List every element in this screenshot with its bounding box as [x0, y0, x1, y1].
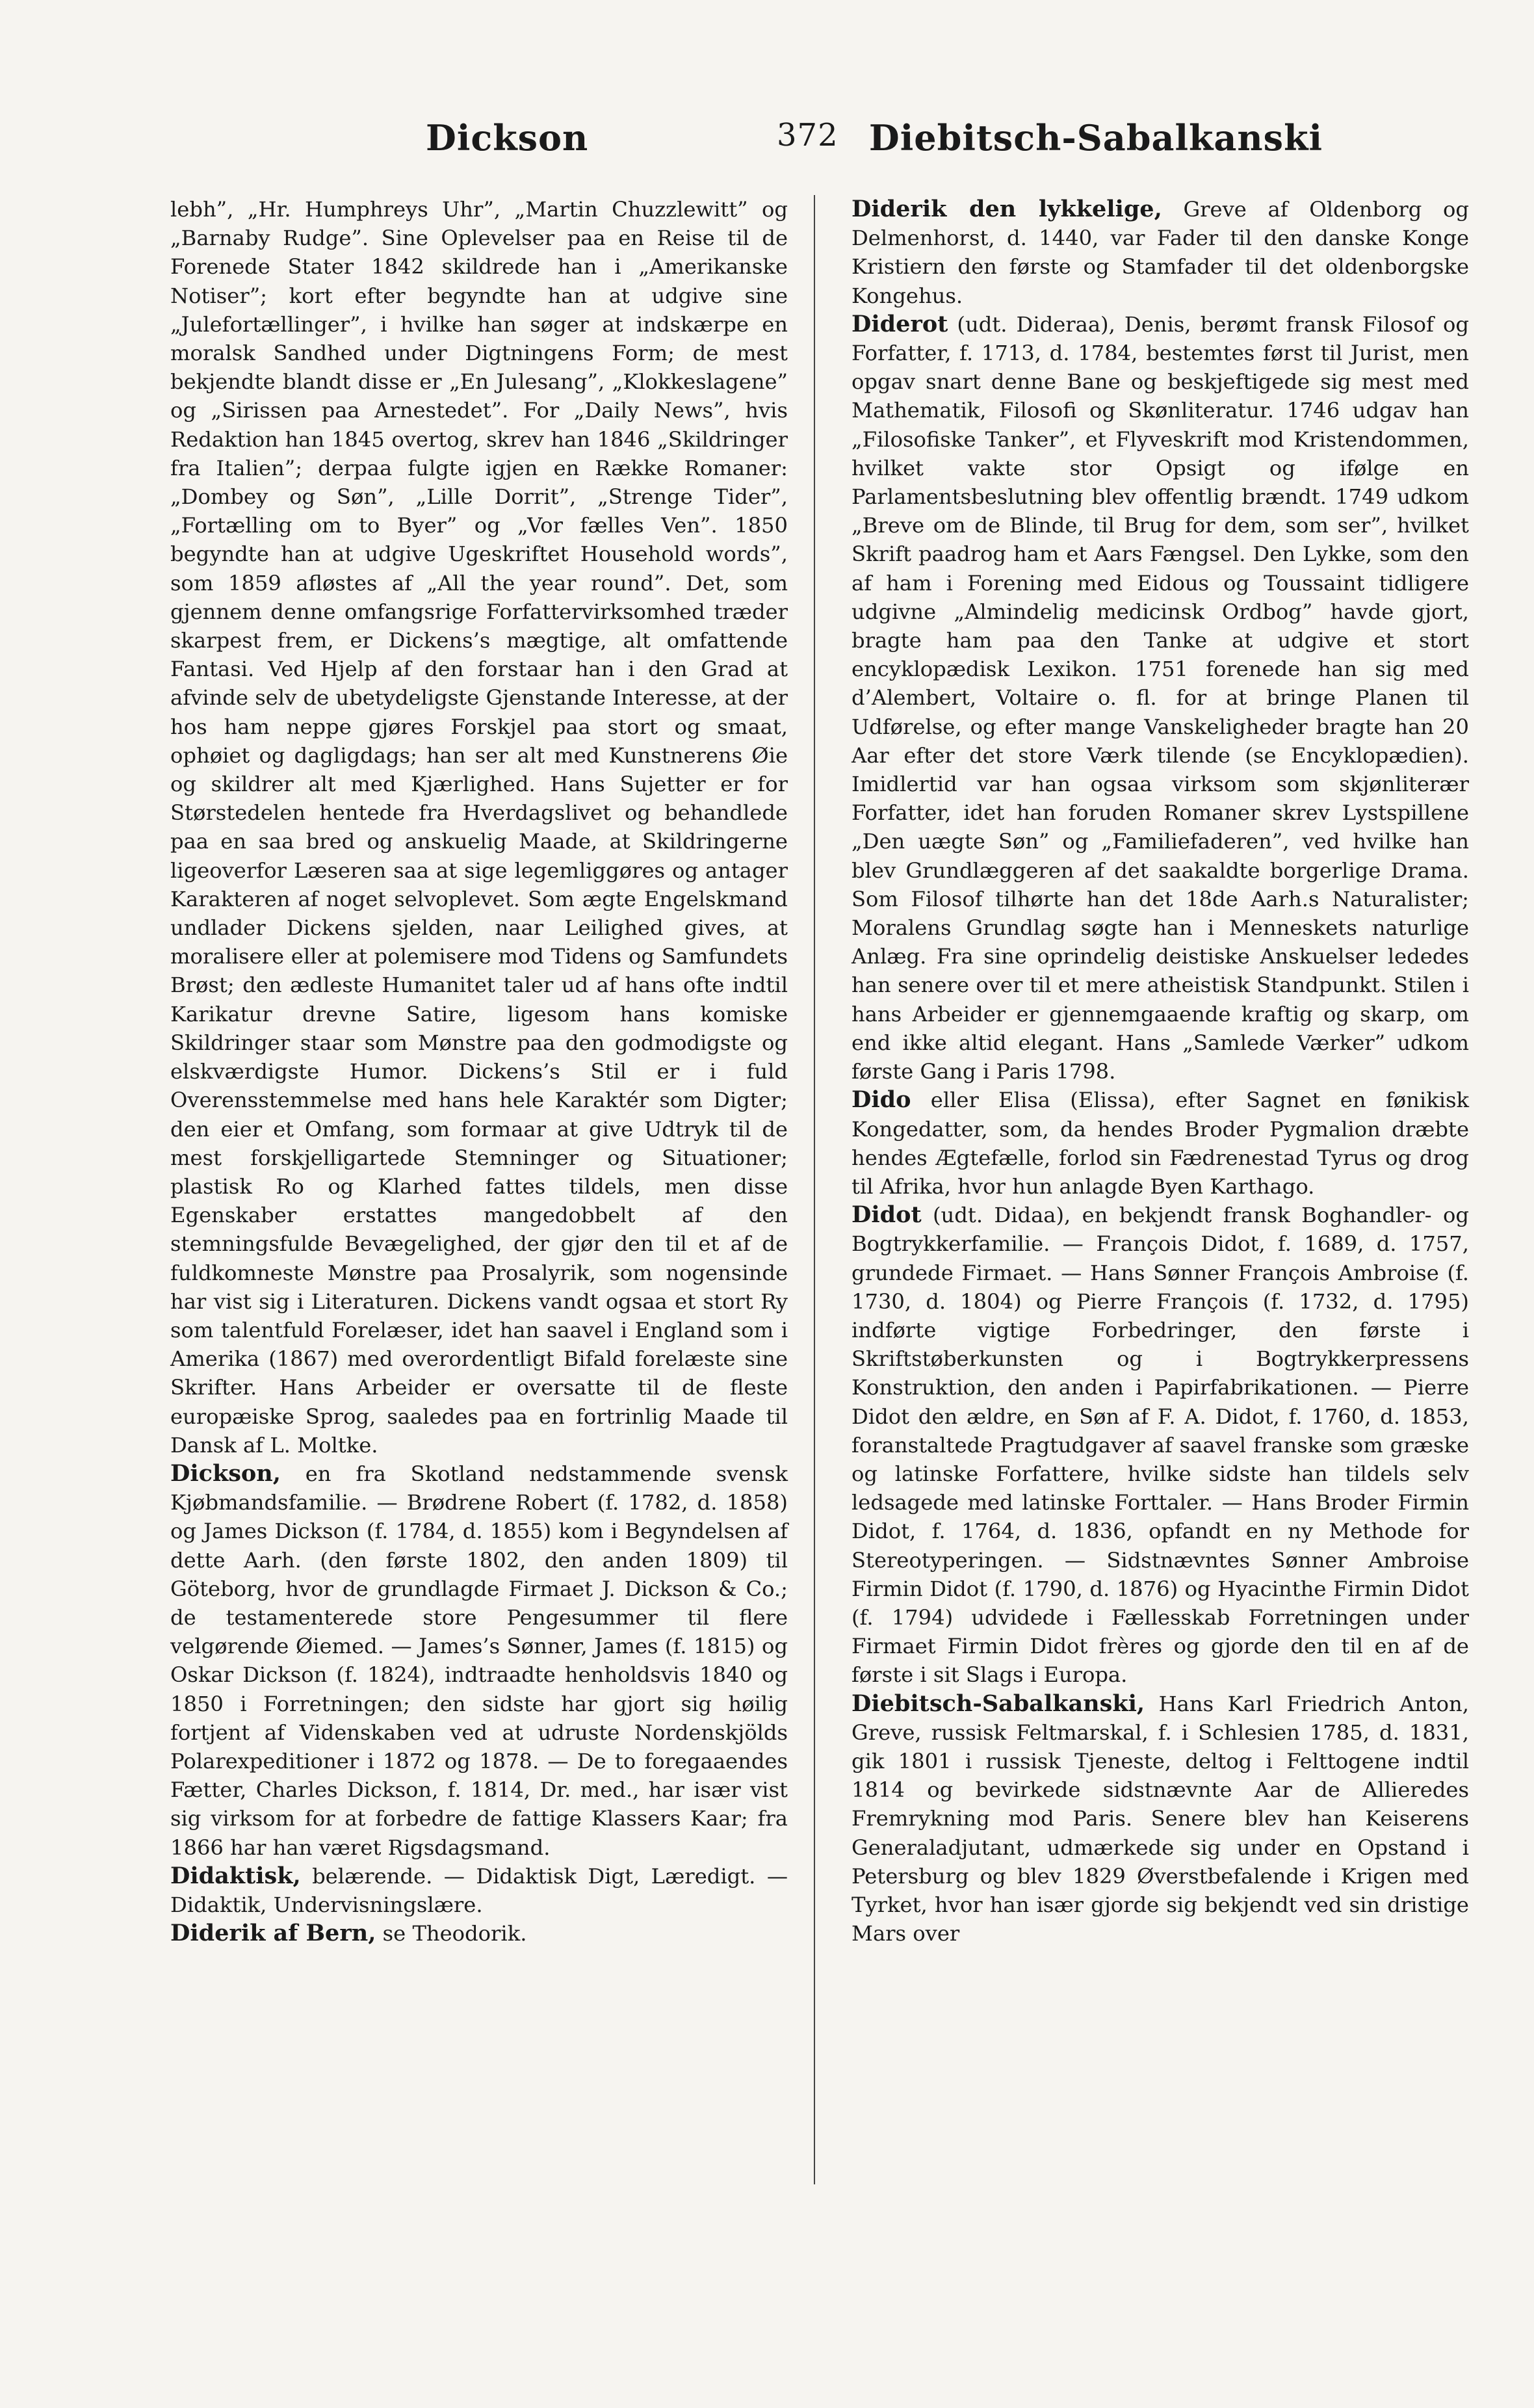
didot-headword: Didot [852, 1201, 922, 1229]
dickson-headword: Dickson, [170, 1459, 281, 1487]
dido-text: eller Elisa (Elissa), efter Sagnet en fønikisk Kongedatter, som, da hendes Broder Pygmalion dræbte hendes Ægtefælle, forlod sin Fædrenestad Tyrus og drog til Afrika, hvor hun anlagde Byen Karthago. [852, 1088, 1470, 1199]
didaktisk-text: belærende. — Didaktisk Digt, Læredigt. — Didaktik, Undervisningslære. [170, 1863, 788, 1917]
diderik-headword: Diderik den lykkelige, [852, 196, 1162, 222]
right-column [852, 195, 1469, 1948]
dickson-entry [170, 1459, 788, 1862]
diderik-text: Greve af Oldenborg og Delmenhorst, d. 1440, var Fader til den danske Konge Kristiern den første og Stamfader til det oldenborgske Kongehus. [852, 197, 1470, 308]
header-right-word: Diebitsch-Sabalkanski [868, 117, 1323, 159]
diderik-bern-text: se Theodorik. [382, 1921, 527, 1946]
column-divider [814, 195, 815, 2184]
didaktisk-entry [170, 1862, 788, 1919]
diderot-entry [852, 310, 1469, 1086]
running-head [172, 117, 1323, 169]
dickens-entry-continuation: lebh”, „Hr. Humphreys Uhr”, „Martin Chuzzlewitt” og „Barnaby Rudge”. Sine Oplevelser paa en Reise til de Forenede Stater 1842 skildrede han i „Amerikanske Notiser”; kort efter begyndte han at udgive sine „Julefortællinger”, i hvilke han søger at indskærpe en moralsk Sandhed under Digtningens Form; de mest bekjendte blandt disse er „En Julesang”, „Klokkeslagene” og „Sirissen paa Arnestedet”. For „Daily News”, hvis Redaktion han 1845 overtog, skrev han 1846 „Skildringer fra Italien”; derpaa fulgte igjen en Række Romaner: „Dombey og Søn”, „Lille Dorrit”, „Strenge Tider”, „Fortælling om to Byer” og „Vor fælles Ven”. 1850 begyndte han at udgive Ugeskriftet Household words”, som 1859 afløstes af „All the year round”. Det, som gjennem denne omfangsrige Forfattervirksomhed træder skarpest frem, er Dickens’s mægtige, alt omfattende Fantasi. Ved Hjelp af den forstaar han i den Grad at afvinde selv de ubetydeligste Gjenstande Interesse, at der hos ham neppe gjøres Forskjel paa stort og smaat, ophøiet og dagligdags; han ser alt med Kunstnerens Øie og skildrer alt med Kjærlighed. Hans Sujetter er for Størstedelen hentede fra Hverdagslivet og behandlede paa en saa bred og anskuelig Maade, at Skildringerne ligeoverfor Læseren saa at sige legemliggøres og antager Karakteren af noget selvoplevet. Som ægte Engelskmand undlader Dickens sjelden, naar Leilighed gives, at moralisere eller at polemisere mod Tidens og Samfundets Brøst; den ædleste Humanitet taler ud af hans ofte indtil Karikatur drevne Satire, ligesom hans komiske Skildringer staar som Mønstre paa den godmodigste og elskværdigste Humor. Dickens’s Stil er i fuld Overensstemmelse med hans hele Karaktér som Digter; den eier et Omfang, som formaar at give Udtryk til de mest forskjelligartede Stemninger og Situationer; plastisk Ro og Klarhed fattes tildels, men disse Egenskaber erstattes mangedobbelt af den stemningsfulde Bevægelighed, der gjør den til et af de fuldkomneste Mønstre paa Prosalyrik, som nogensinde har vist sig i Literaturen. Dickens vandt ogsaa et stort Ry som talentfuld Forelæser, idet han saavel i England som i Amerika (1867) med overordentligt Bifald forelæste sine Skrifter. Hans Arbeider er oversatte til de fleste europæiske Sprog, saaledes paa en fortrinlig Maade til Dansk af L. Moltke. [170, 197, 788, 1458]
didaktisk-headword: Didaktisk, [170, 1862, 301, 1889]
diebitsch-text: Hans Karl Friedrich Anton, Greve, russisk Feltmarskal, f. i Schlesien 1785, d. 1831, gik 1801 i russisk Tjeneste, deltog i Felttogene indtil 1814 og bevirkede sidstnævnte Aar de Allieredes Fremrykning mod Paris. Senere blev han Keiserens Generaladjutant, udmærkede sig under en Opstand i Petersburg og blev 1829 Øverstbefalende i Krigen med Tyrket, hvor han især gjorde sig bekjendt ved sin dristige Mars over [852, 1691, 1469, 1946]
diderik-bern-entry [170, 1919, 788, 1948]
diebitsch-entry [852, 1690, 1469, 1948]
left-column [170, 195, 788, 1948]
diderot-headword: Diderot [852, 310, 948, 337]
dickson-text: en fra Skotland nedstammende svensk Kjøbmandsfamilie. — Brødrene Robert (f. 1782, d. 1858) og James Dickson (f. 1784, d. 1855) kom i Begyndelsen af dette Aarh. (den første 1802, den anden 1809) til Göteborg, hvor de grundlagde Firmaet J. Dickson & Co.; de testamenterede store Pengesummer til flere velgørende Øiemed. — James’s Sønner, James (f. 1815) og Oskar Dickson (f. 1824), indtraadte henholdsvis 1840 og 1850 i Forretningen; den sidste har gjort sig høilig fortjent af Videnskaben ved at udruste Nordenskjölds Polarexpeditioner i 1872 og 1878. — De to foregaaendes Fætter, Charles Dickson, f. 1814, Dr. med., har især vist sig virksom for at forbedre de fattige Klassers Kaar; fra 1866 har han været Rigsdagsmand. [170, 1461, 788, 1860]
didot-text: (udt. Didaa), en bekjendt fransk Boghandler- og Bogtrykkerfamilie. — François Didot, f. 1689, d. 1757, grundede Firmaet. — Hans Sønner François Ambroise (f. 1730, d. 1804) og Pierre François (f. 1732, d. 1795) indførte vigtige Forbedringer, den første i Skriftstøberkunsten og i Bogtrykkerpressens Konstruktion, den anden i Papirfabrikationen. — Pierre Didot den ældre, en Søn af F. A. Didot, f. 1760, d. 1853, foranstaltede Pragtudgaver af saavel franske som græske og latinske Forfattere, hvilke sidste han tildels selv ledsagede med latinske Forttaler. — Hans Broder Firmin Didot, f. 1764, d. 1836, opfandt en ny Methode for Stereotyperingen. — Sidstnævntes Sønner Ambroise Firmin Didot (f. 1790, d. 1876) og Hyacinthe Firmin Didot (f. 1794) udvidede i Fællesskab Forretningen under Firmaet Firmin Didot frères og gjorde den til en af de første i sit Slags i Europa. [852, 1203, 1469, 1688]
didot-entry [852, 1201, 1469, 1689]
diderik-bern-headword: Diderik af Bern, [170, 1920, 376, 1947]
diderik-entry [852, 195, 1469, 310]
page-number: 372 [777, 117, 838, 153]
dido-headword: Dido [852, 1086, 911, 1114]
header-left-word: Dickson [426, 117, 589, 159]
diebitsch-headword: Diebitsch-Sabalkanski, [852, 1690, 1145, 1717]
dido-entry [852, 1086, 1469, 1201]
diderot-text: (udt. Dideraa), Denis, berømt fransk Filosof og Forfatter, f. 1713, d. 1784, bestemtes først til Jurist, men opgav snart denne Bane og beskjeftigede sig mest med Mathematik, Filosofi og Skønliteratur. 1746 udgav han „Filosofiske Tanker”, et Flyveskrift mod Kristendommen, hvilket vakte stor Opsigt og ifølge en Parlamentsbeslutning blev offentlig brændt. 1749 udkom „Breve om de Blinde, til Brug for dem, som ser”, hvilket Skrift paadrog ham et Aars Fængsel. Den Lykke, som den af ham i Forening med Eidous og Toussaint tidligere udgivne „Almindelig medicinsk Ordbog” havde gjort, bragte ham paa den Tanke at udgive et stort encyklopædisk Lexikon. 1751 forenede han sig med d’Alembert, Voltaire o. fl. for at bringe Planen til Udførelse, og efter mange Vanskeligheder bragte han 20 Aar efter det store Værk tilende (se Encyklopædien). Imidlertid var han ogsaa virksom som skjønliterær Forfatter, idet han foruden Romaner skrev Lystspillene „Den uægte Søn” og „Familiefaderen”, ved hvilke han blev Grundlæggeren af det saakaldte borgerlige Drama. Som Filosof tilhørte han det 18de Aarh.s Naturalister; Moralens Grundlag søgte han i Menneskets naturlige Anlæg. Fra sine oprindelig deistiske Anskuelser lededes han senere over til et mere atheistisk Standpunkt. Stilen i hans Arbeider er gjennemgaaende kraftig og skarp, om end ikke altid elegant. Hans „Samlede Værker” udkom første Gang i Paris 1798. [852, 311, 1469, 1084]
